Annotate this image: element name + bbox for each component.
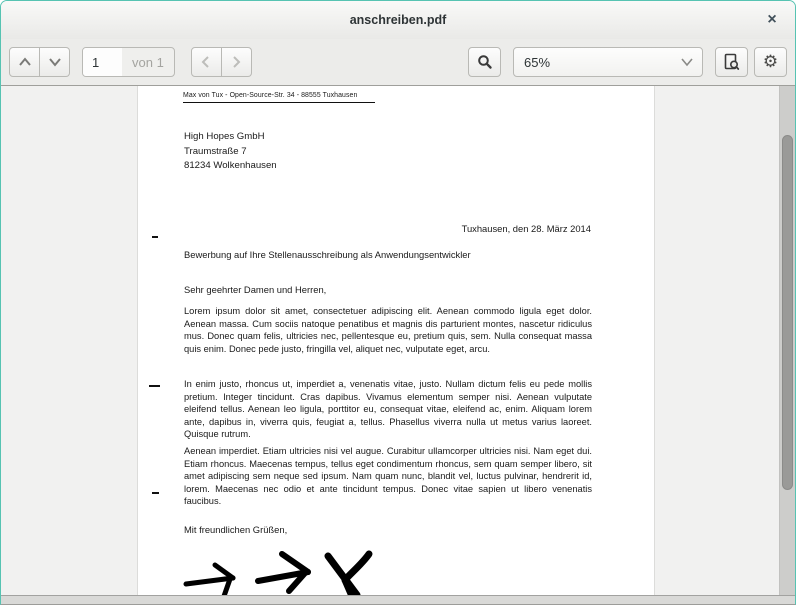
body-paragraph: Aenean imperdiet. Etiam ultricies nisi vel augue. Curabitur ullamcorper ultricies nisi. Nam eget dui. Etiam rhoncus. Maecenas tempus, tellus eget condimentum rhoncus, sem quam semper libero, sit amet adipiscing sem neque sed ipsum. Nam quam nunc, blandit vel, luctus pulvinar, hendrerit id, lorem. Maecenas nec odio et ante tincidunt tempus. Donec vitae sapien ut libero venenatis faucibus.: [184, 446, 592, 506]
body-paragraph: Lorem ipsum dolor sit amet, consectetuer adipiscing elit. Aenean commodo ligula eget dolor. Aenean massa. Cum sociis natoque penatibus et magnis dis parturient montes, nascetur ridiculus mus. Donec quam felis, ultricies nec, pellentesque eu, pretium quis, sem. Nulla consequat massa quis enim. Donec pede justo, fringilla vel, aliquet nec, vulputate eget, arcu.: [184, 306, 592, 354]
scrollbar-thumb[interactable]: [782, 135, 793, 490]
gear-icon: ⚙: [762, 51, 779, 72]
chevron-up-icon: [17, 56, 33, 68]
titlebar: [1, 1, 795, 39]
chevron-right-icon: [230, 54, 242, 70]
vertical-scrollbar[interactable]: [779, 86, 795, 596]
window-bottom-edge: [1, 595, 795, 604]
close-icon: ×: [767, 11, 777, 28]
history-forward-button[interactable]: [222, 47, 252, 77]
recipient-line: High Hopes GmbH: [184, 131, 265, 142]
subject-line: Bewerbung auf Ihre Stellenausschreibung als Anwendungsentwickler: [184, 249, 471, 260]
recipient-line: 81234 Wolkenhausen: [184, 160, 277, 172]
fold-mark: [152, 492, 159, 494]
close-button[interactable]: [761, 9, 783, 31]
settings-button[interactable]: [754, 47, 787, 77]
recipient-address: [184, 130, 277, 174]
chevron-down-icon: [47, 56, 63, 68]
pdf-page: [138, 86, 654, 596]
sender-line: Max von Tux - Open-Source-Str. 34 - 88555 Tuxhausen: [183, 92, 375, 103]
history-nav-group: [191, 47, 252, 77]
fold-mark: [149, 385, 160, 387]
date-line: Tuxhausen, den 28. März 2014: [461, 223, 591, 234]
page-number-input[interactable]: [83, 48, 122, 76]
document-magnifier-icon: [723, 53, 740, 71]
signature-bird-tracks: [178, 546, 388, 596]
body-paragraph: In enim justo, rhoncus ut, imperdiet a, venenatis vitae, justo. Nullam dictum felis eu pede mollis pretium. Integer tincidunt. Cras dapibus. Vivamus elementum semper nisi. Aenean vulputate eleifend tellus. Aenean leo ligula, porttitor eu, consequat vitae, eleifend ac, enim. Aliquam lorem ante, dapibus in, viverra quis, feugiat a, tellus. Phasellus viverra nulla ut metus varius laoreet. Quisque rutrum.: [184, 379, 592, 439]
page-down-button[interactable]: [40, 47, 70, 77]
chevron-left-icon: [200, 54, 212, 70]
page-number-entry: [82, 47, 175, 77]
document-view: [1, 86, 795, 596]
history-back-button[interactable]: [191, 47, 222, 77]
search-button[interactable]: [468, 47, 501, 77]
page-total-label: von 1: [132, 54, 164, 70]
zoom-level-dropdown[interactable]: [513, 47, 703, 77]
toolbar: [1, 39, 795, 86]
toolbar-right-cluster: [468, 47, 787, 77]
zoom-level-value: 65%: [524, 54, 551, 70]
page-up-button[interactable]: [9, 47, 40, 77]
page-nav-group: [9, 47, 70, 77]
salutation: Sehr geehrter Damen und Herren,: [184, 284, 327, 295]
fold-mark: [152, 236, 158, 238]
closing-line: Mit freundlichen Grüßen,: [184, 524, 288, 535]
recipient-line: Traumstraße 7: [184, 145, 247, 157]
chevron-down-icon: [680, 57, 694, 67]
window-title: anschreiben.pdf: [349, 13, 447, 27]
page-preview-button[interactable]: [715, 47, 748, 77]
search-icon: [477, 54, 493, 70]
